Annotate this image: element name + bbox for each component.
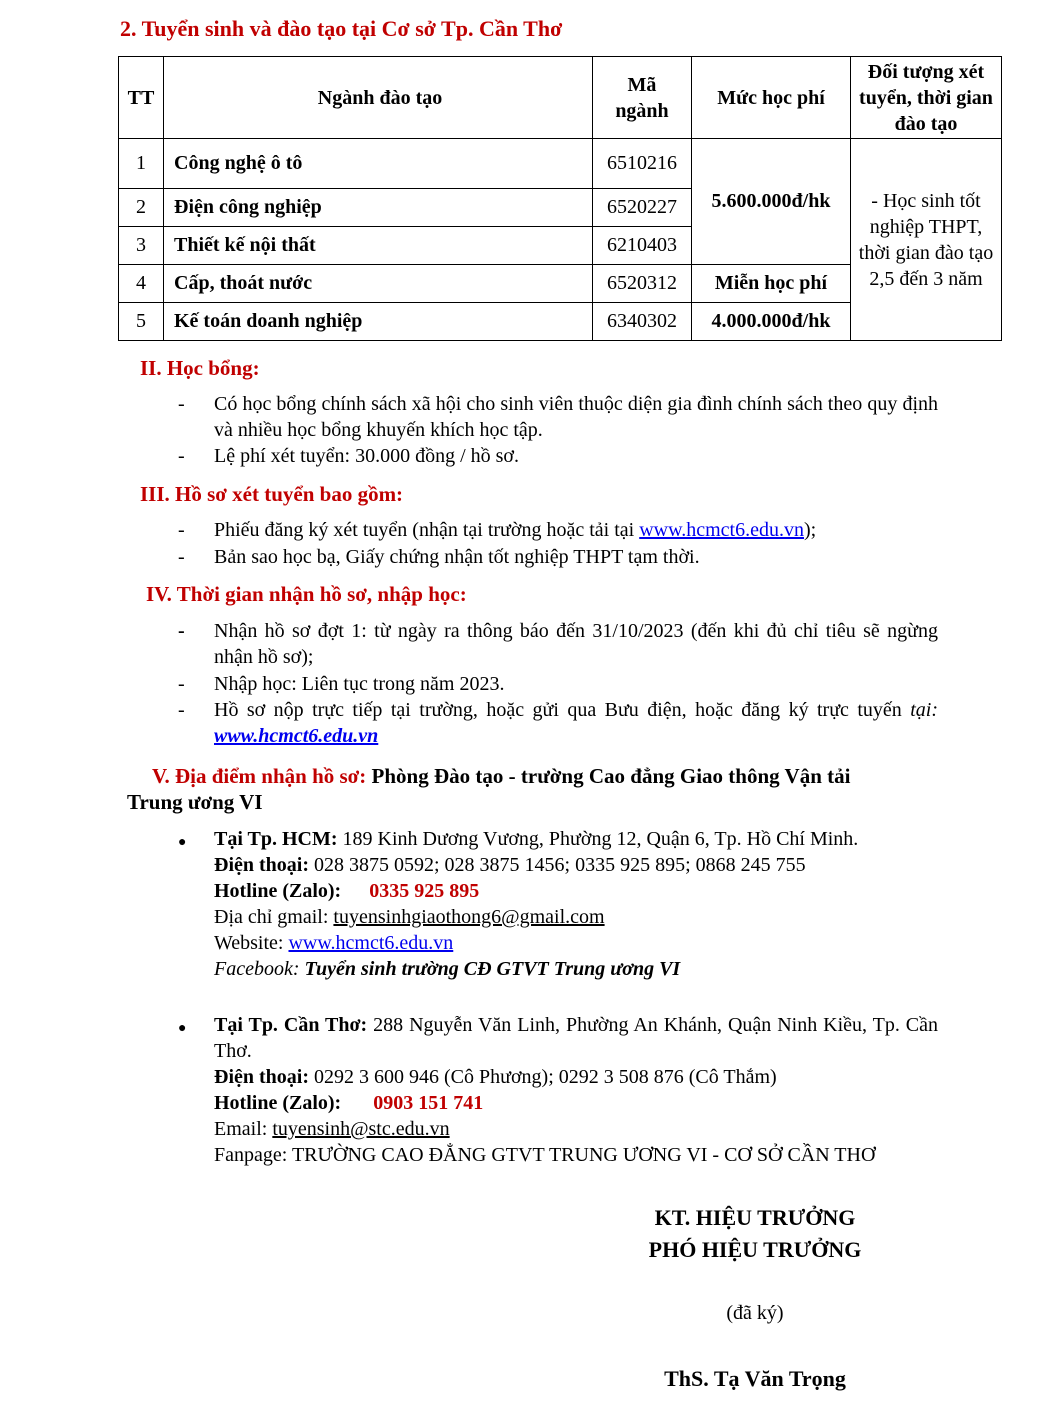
phone-numbers: 0292 3 600 946 (Cô Phương); 0292 3 508 876 (Cô Thắm) [309,1066,777,1088]
list-item-text: Bản sao học bạ, Giấy chứng nhận tốt nghiệp THPT tạm thời. [214,546,700,568]
row-code: 6340302 [593,303,692,341]
cantho-content [214,1012,938,1168]
cantho-hotline [214,1090,938,1116]
table-header-row [119,57,1002,139]
hcm-website [214,930,938,956]
cantho-address-text: 288 Nguyễn Văn Linh, Phường An Khánh, Quận Ninh Kiều, Tp. Cần Thơ. [214,1014,938,1062]
signature-subtitle: PHÓ HIỆU TRƯỞNG [648,1237,862,1262]
fee-accounting: 4.000.000đ/hk [692,303,851,341]
cantho-label: Tại Tp. Cần Thơ: [214,1014,368,1036]
list-item [178,697,938,749]
row-code: 6520227 [593,189,692,227]
row-code: 6510216 [593,139,692,189]
list-item-text: Nhận hồ sơ đợt 1: từ ngày ra thông báo đến 31/10/2023 (đến khi đủ chỉ tiêu sẽ ngừng nhận hồ sơ); [214,620,938,668]
cantho-phones [214,1064,938,1090]
row-code: 6520312 [593,265,692,303]
hotline-number: 0903 151 741 [373,1092,484,1114]
bullet-icon: ● [178,1021,187,1036]
list-item-text: Lệ phí xét tuyển: 30.000 đồng / hồ sơ. [214,445,519,467]
signature-title: KT. HIỆU TRƯỞNG [654,1205,856,1230]
phone-label: Điện thoại: [214,854,309,876]
row-tt: 5 [119,303,164,341]
section-title: 2. Tuyển sinh và đào tạo tại Cơ sở Tp. Cần Thơ [120,16,563,41]
header-program: Ngành đào tạo [164,57,593,139]
signature-name: ThS. Tạ Văn Trọng [664,1366,846,1391]
website-link[interactable]: www.hcmct6.edu.vn [214,725,379,747]
location-heading [152,764,850,789]
hcm-block [178,826,938,982]
list-item-text [214,697,938,749]
row-program: Cấp, thoát nước [164,265,593,303]
scholarship-heading: II. Học bổng: [140,356,260,380]
cantho-block [178,1012,938,1168]
training-table [118,56,1002,341]
header-target: Đối tượng xét tuyển, thời gian đào tạo [851,57,1002,139]
phone-label: Điện thoại: [214,1066,309,1088]
cantho-fanpage: Fanpage: TRƯỜNG CAO ĐẲNG GTVT TRUNG ƯƠNG VI - CƠ SỞ CẦN THƠ [214,1144,876,1166]
list-item [178,671,938,697]
header-fee: Mức học phí [692,57,851,139]
signature-signed: (đã ký) [726,1302,784,1324]
hotline-label: Hotline (Zalo): [214,1092,342,1114]
facebook-label: Facebook: [214,958,305,980]
text-part: tại: [910,699,938,721]
hcm-gmail [214,904,938,930]
website-link[interactable]: www.hcmct6.edu.vn [288,932,454,954]
website-link[interactable]: www.hcmct6.edu.vn [639,519,804,541]
fee-group: 5.600.000đ/hk [692,139,851,265]
row-tt: 2 [119,189,164,227]
email-label: Email: [214,1118,273,1140]
list-item [178,391,938,443]
location-heading-label: V. Địa điểm nhận hồ sơ: [152,764,367,788]
hcm-address [214,826,938,852]
dash-marker: - [178,393,185,415]
hcm-content [214,826,938,982]
row-program: Thiết kế nội thất [164,227,593,265]
row-program: Công nghệ ô tô [164,139,593,189]
facebook-page: Tuyển sinh trường CĐ GTVT Trung ương VI [304,958,681,980]
list-item [178,544,938,570]
hcm-label: Tại Tp. HCM: [214,828,338,850]
row-code: 6210403 [593,227,692,265]
dash-marker: - [178,699,185,721]
cantho-address [214,1012,938,1064]
row-program: Điện công nghiệp [164,189,593,227]
dash-marker: - [178,673,185,695]
dash-marker: - [178,519,185,541]
header-tt: TT [119,57,164,139]
dash-marker: - [178,620,185,642]
location-heading-text: Phòng Đào tạo - trường Cao đẳng Giao thông Vận tải [366,764,851,788]
dash-marker: - [178,445,185,467]
hotline-number: 0335 925 895 [369,880,480,902]
text-part: ); [803,519,817,541]
email-link[interactable]: tuyensinh@stc.edu.vn [272,1118,450,1140]
bullet-icon: ● [178,835,187,850]
target-cell: - Học sinh tốt nghiệp THPT, thời gian đào tạo 2,5 đến 3 năm [851,139,1002,341]
list-item [178,618,938,670]
list-item-text [214,517,938,543]
timeline-heading: IV. Thời gian nhận hồ sơ, nhập học: [146,582,467,606]
dash-marker: - [178,546,185,568]
location-heading-line2: Trung ương VI [127,790,263,814]
text-part: Hồ sơ nộp trực tiếp tại trường, hoặc gửi qua Bưu điện, hoặc đăng ký trực tuyến [214,699,911,721]
website-label: Website: [214,932,289,954]
cantho-email [214,1116,938,1142]
table-row [119,139,1002,189]
hcm-facebook [214,956,938,982]
row-tt: 1 [119,139,164,189]
list-item-text: Nhập học: Liên tục trong năm 2023. [214,673,505,695]
hcm-address-text: 189 Kinh Dương Vương, Phường 12, Quận 6, Tp. Hồ Chí Minh. [337,828,859,850]
hcm-hotline [214,878,938,904]
fee-free: Miễn học phí [692,265,851,303]
hcm-phones [214,852,938,878]
row-tt: 3 [119,227,164,265]
gmail-label: Địa chỉ gmail: [214,906,334,928]
phone-numbers: 028 3875 0592; 028 3875 1456; 0335 925 895; 0868 245 755 [309,854,806,876]
row-program: Kế toán doanh nghiệp [164,303,593,341]
row-tt: 4 [119,265,164,303]
list-item [178,517,938,543]
list-item [178,443,938,469]
header-code: Mã ngành [593,57,692,139]
hotline-label: Hotline (Zalo): [214,880,342,902]
gmail-link[interactable]: tuyensinhgiaothong6@gmail.com [333,906,605,928]
list-item-text: Có học bổng chính sách xã hội cho sinh viên thuộc diện gia đình chính sách theo quy định và nhiều học bổng khuyến khích học tập. [214,393,938,441]
documents-heading: III. Hồ sơ xét tuyển bao gồm: [140,482,404,506]
text-part: Phiếu đăng ký xét tuyển (nhận tại trường hoặc tải tại [214,519,640,541]
